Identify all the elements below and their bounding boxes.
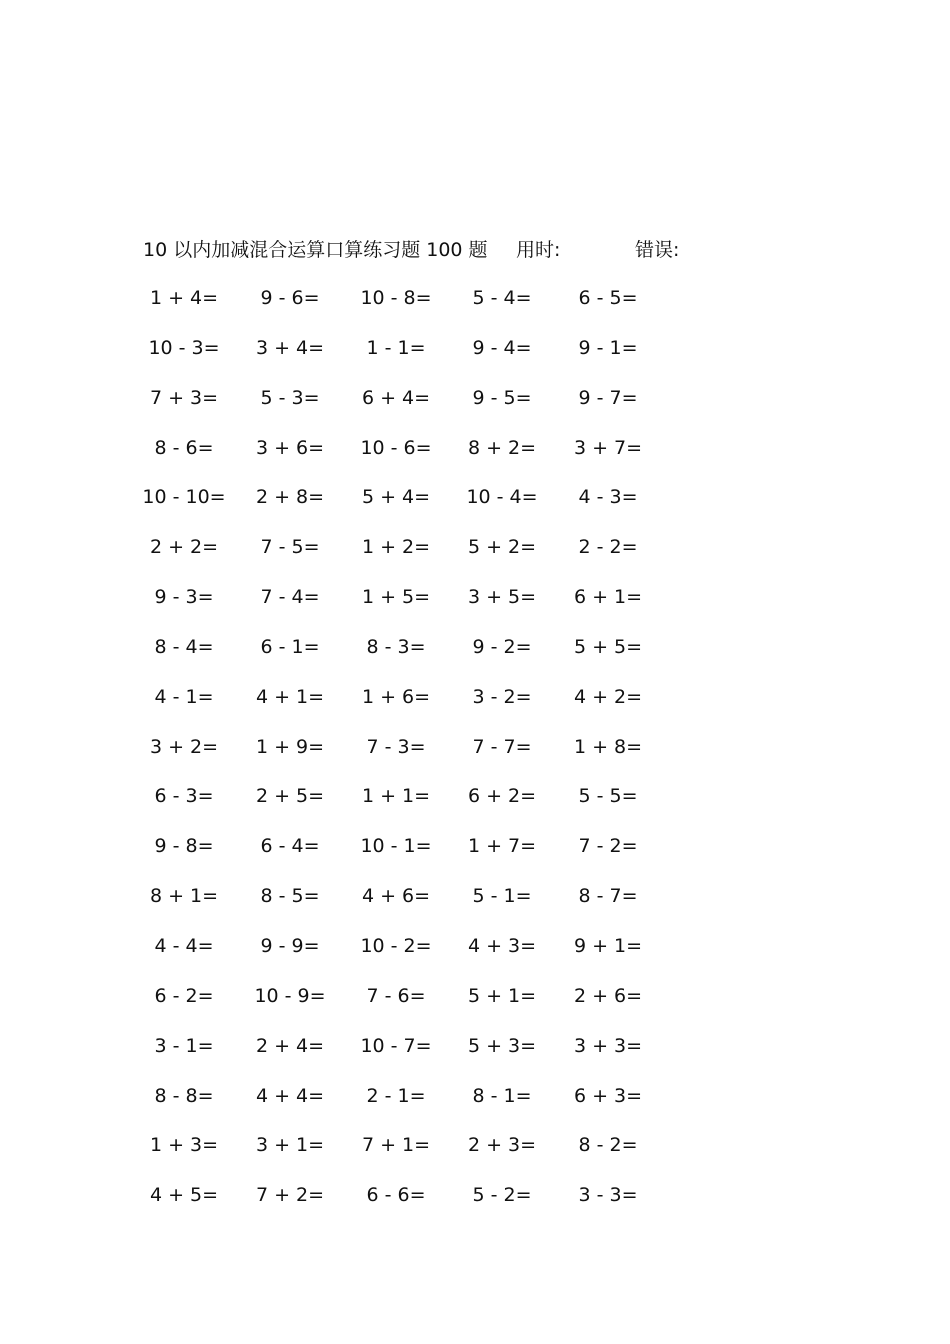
problem-cell: 8 - 3= (366, 635, 426, 658)
worksheet-title: 10 以内加减混合运算口算练习题 100 题 (143, 239, 488, 261)
problem-cell: 1 + 7= (467, 835, 537, 858)
problem-cell: 6 - 4= (260, 835, 320, 858)
problem-row (143, 782, 703, 832)
problem-row (143, 932, 703, 982)
problem-cell: 9 - 6= (260, 287, 320, 309)
problem-row (143, 733, 703, 783)
problem-cell: 5 + 1= (467, 984, 537, 1007)
problem-cell: 10 - 8= (360, 287, 432, 309)
problem-cell: 4 + 1= (255, 685, 325, 708)
problem-row (143, 434, 703, 484)
problem-cell: 3 - 2= (472, 685, 532, 708)
problem-cell: 2 - 1= (366, 1084, 426, 1107)
problem-cell: 10 - 9= (254, 984, 326, 1007)
problem-row (143, 583, 703, 633)
problem-cell: 3 + 5= (467, 586, 537, 609)
problem-cell: 2 + 3= (467, 1134, 537, 1157)
problem-cell: 5 - 3= (260, 386, 320, 409)
problem-cell: 9 - 9= (260, 934, 320, 957)
problem-cell: 1 + 3= (149, 1134, 219, 1157)
problem-cell: 10 - 1= (360, 835, 432, 858)
problem-cell: 6 + 3= (573, 1084, 643, 1107)
problem-cell: 6 + 1= (573, 586, 643, 609)
problem-cell: 7 + 3= (149, 386, 219, 409)
problem-cell: 10 - 7= (360, 1034, 432, 1057)
problem-cell: 1 + 9= (255, 735, 325, 758)
errors-label: 错误: (635, 239, 680, 261)
problem-row (143, 384, 703, 434)
problem-cell: 9 - 3= (154, 586, 214, 609)
problem-cell: 3 + 7= (573, 436, 643, 459)
problem-cell: 3 - 3= (578, 1184, 638, 1207)
problem-grid (143, 284, 703, 1231)
problem-cell: 8 - 2= (578, 1134, 638, 1157)
problem-cell: 2 + 6= (573, 984, 643, 1007)
problem-cell: 8 - 8= (154, 1084, 214, 1107)
problem-cell: 7 - 2= (578, 835, 638, 858)
problem-cell: 8 - 7= (578, 885, 638, 908)
problem-cell: 9 - 1= (578, 336, 638, 359)
problem-cell: 4 - 3= (578, 486, 638, 509)
problem-cell: 8 + 1= (149, 885, 219, 908)
problem-cell: 1 + 5= (361, 586, 431, 609)
problem-cell: 8 - 4= (154, 635, 214, 658)
problem-cell: 8 - 6= (154, 436, 214, 459)
problem-cell: 4 + 6= (361, 885, 431, 908)
problem-row (143, 334, 703, 384)
header-row (143, 236, 763, 264)
problem-cell: 8 - 1= (472, 1084, 532, 1107)
problem-row (143, 533, 703, 583)
problem-cell: 3 - 1= (154, 1034, 214, 1057)
problem-cell: 7 - 3= (366, 735, 426, 758)
problem-cell: 6 - 3= (154, 785, 214, 808)
problem-row (143, 1082, 703, 1132)
problem-cell: 2 + 4= (255, 1034, 325, 1057)
problem-cell: 3 + 4= (255, 336, 325, 359)
problem-row (143, 832, 703, 882)
problem-cell: 3 + 2= (149, 735, 219, 758)
problem-cell: 10 - 10= (142, 486, 226, 509)
problem-cell: 8 + 2= (467, 436, 537, 459)
problem-cell: 5 + 4= (361, 486, 431, 509)
problem-cell: 7 - 7= (472, 735, 532, 758)
problem-cell: 10 - 4= (466, 486, 538, 509)
problem-cell: 7 - 5= (260, 536, 320, 559)
problem-cell: 10 - 3= (148, 336, 220, 359)
problem-cell: 5 - 2= (472, 1184, 532, 1207)
problem-cell: 8 - 5= (260, 885, 320, 908)
problem-cell: 4 + 5= (149, 1184, 219, 1207)
problem-cell: 6 + 4= (361, 386, 431, 409)
problem-cell: 9 - 2= (472, 635, 532, 658)
problem-cell: 3 + 1= (255, 1134, 325, 1157)
problem-cell: 9 - 5= (472, 386, 532, 409)
problem-cell: 9 + 1= (573, 934, 643, 957)
problem-cell: 1 - 1= (366, 336, 426, 359)
problem-cell: 4 + 4= (255, 1084, 325, 1107)
problem-row (143, 633, 703, 683)
problem-cell: 6 + 2= (467, 785, 537, 808)
problem-cell: 1 + 2= (361, 536, 431, 559)
problem-cell: 10 - 2= (360, 934, 432, 957)
problem-cell: 3 + 3= (573, 1034, 643, 1057)
problem-cell: 1 + 6= (361, 685, 431, 708)
problem-cell: 3 + 6= (255, 436, 325, 459)
problem-cell: 1 + 1= (361, 785, 431, 808)
problem-cell: 7 - 4= (260, 586, 320, 609)
problem-cell: 5 - 4= (472, 287, 532, 309)
problem-cell: 6 - 2= (154, 984, 214, 1007)
problem-cell: 2 + 2= (149, 536, 219, 559)
problem-cell: 6 - 5= (578, 287, 638, 309)
problem-cell: 7 + 1= (361, 1134, 431, 1157)
problem-cell: 2 + 8= (255, 486, 325, 509)
problem-cell: 10 - 6= (360, 436, 432, 459)
problem-cell: 1 + 4= (149, 287, 219, 309)
problem-row (143, 284, 703, 334)
problem-row (143, 1032, 703, 1082)
problem-cell: 9 - 4= (472, 336, 532, 359)
problem-row (143, 483, 703, 533)
problem-cell: 5 + 3= (467, 1034, 537, 1057)
problem-cell: 1 + 8= (573, 735, 643, 758)
problem-cell: 2 - 2= (578, 536, 638, 559)
problem-row (143, 683, 703, 733)
problem-cell: 4 + 2= (573, 685, 643, 708)
problem-row (143, 882, 703, 932)
problem-cell: 6 - 1= (260, 635, 320, 658)
problem-row (143, 1181, 703, 1231)
problem-cell: 5 + 2= (467, 536, 537, 559)
problem-row (143, 982, 703, 1032)
time-label: 用时: (516, 239, 561, 261)
problem-cell: 7 + 2= (255, 1184, 325, 1207)
problem-cell: 7 - 6= (366, 984, 426, 1007)
problem-cell: 2 + 5= (255, 785, 325, 808)
problem-cell: 4 + 3= (467, 934, 537, 957)
problem-cell: 4 - 1= (154, 685, 214, 708)
problem-cell: 6 - 6= (366, 1184, 426, 1207)
problem-cell: 4 - 4= (154, 934, 214, 957)
problem-cell: 9 - 7= (578, 386, 638, 409)
problem-cell: 9 - 8= (154, 835, 214, 858)
problem-cell: 5 + 5= (573, 635, 643, 658)
problem-row (143, 1131, 703, 1181)
problem-cell: 5 - 5= (578, 785, 638, 808)
problem-cell: 5 - 1= (472, 885, 532, 908)
